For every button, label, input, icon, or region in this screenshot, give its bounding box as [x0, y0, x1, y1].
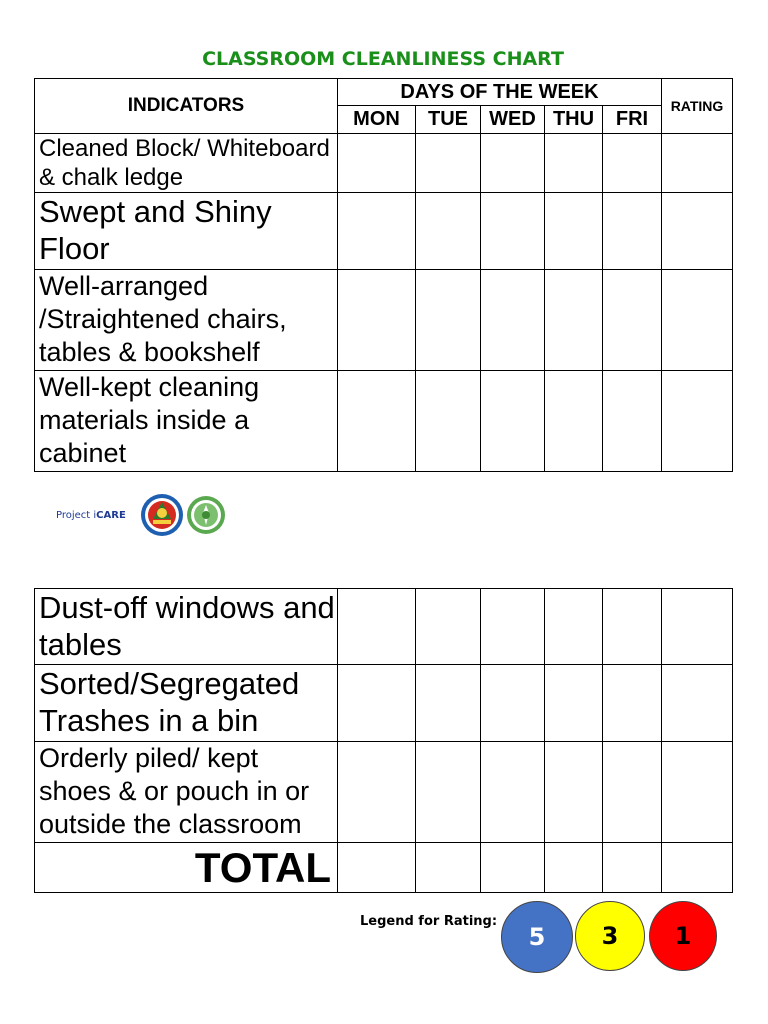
mark-cell-mon[interactable] [338, 665, 416, 742]
header-day-thu: THU [545, 106, 603, 134]
legend-rating-3: 3 [575, 901, 645, 971]
mark-cell-wed[interactable] [481, 270, 545, 371]
division-seal-icon [186, 495, 226, 535]
total-cell-tue[interactable] [416, 843, 481, 893]
mark-cell-tue[interactable] [416, 371, 481, 472]
table-row [35, 742, 733, 843]
legend-rating-1: 1 [649, 901, 717, 971]
mark-cell-fri[interactable] [603, 193, 662, 270]
mark-cell-thu[interactable] [545, 371, 603, 472]
total-cell-thu[interactable] [545, 843, 603, 893]
mark-cell-wed[interactable] [481, 589, 545, 665]
mark-cell-tue[interactable] [416, 665, 481, 742]
table-row [35, 589, 733, 665]
mark-cell-thu[interactable] [545, 134, 603, 193]
mark-cell-thu[interactable] [545, 589, 603, 665]
mark-cell-tue[interactable] [416, 589, 481, 665]
table-row [35, 193, 733, 270]
rating-cell[interactable] [662, 589, 733, 665]
header-rating: RATING [662, 79, 733, 134]
table-row [35, 371, 733, 472]
mark-cell-wed[interactable] [481, 665, 545, 742]
total-label: TOTAL [35, 843, 338, 893]
table-row [35, 134, 733, 193]
mark-cell-thu[interactable] [545, 270, 603, 371]
mark-cell-tue[interactable] [416, 742, 481, 843]
school-seal-icon [140, 493, 184, 537]
header-day-fri: FRI [603, 106, 662, 134]
mark-cell-tue[interactable] [416, 193, 481, 270]
mark-cell-fri[interactable] [603, 134, 662, 193]
mark-cell-fri[interactable] [603, 371, 662, 472]
cleanliness-table-top [34, 78, 733, 472]
mark-cell-tue[interactable] [416, 270, 481, 371]
mark-cell-fri[interactable] [603, 589, 662, 665]
rating-cell[interactable] [662, 193, 733, 270]
mark-cell-wed[interactable] [481, 371, 545, 472]
rating-cell[interactable] [662, 134, 733, 193]
mark-cell-thu[interactable] [545, 742, 603, 843]
mark-cell-thu[interactable] [545, 193, 603, 270]
legend-label: Legend for Rating: [360, 914, 498, 929]
total-cell-wed[interactable] [481, 843, 545, 893]
rating-cell[interactable] [662, 270, 733, 371]
header-days-of-week: DAYS OF THE WEEK [338, 79, 662, 106]
mark-cell-mon[interactable] [338, 589, 416, 665]
mark-cell-mon[interactable] [338, 134, 416, 193]
total-cell-fri[interactable] [603, 843, 662, 893]
mark-cell-wed[interactable] [481, 134, 545, 193]
indicator-label: Well-kept cleaning materials inside a cabinet [35, 371, 338, 472]
indicator-label: Dust-off windows and tables [35, 589, 338, 665]
logo-strip [56, 492, 226, 538]
indicator-label: Swept and Shiny Floor [35, 193, 338, 270]
mark-cell-tue[interactable] [416, 134, 481, 193]
mark-cell-wed[interactable] [481, 742, 545, 843]
legend-rating-5: 5 [501, 901, 573, 973]
total-cell-rating[interactable] [662, 843, 733, 893]
indicator-label: Well-arranged /Straightened chairs, tables & bookshelf [35, 270, 338, 371]
mark-cell-fri[interactable] [603, 270, 662, 371]
header-day-wed: WED [481, 106, 545, 134]
mark-cell-fri[interactable] [603, 665, 662, 742]
chart-title: CLASSROOM CLEANLINESS CHART [202, 48, 564, 70]
project-icare-logo: Project iCARE [56, 509, 126, 521]
indicator-label: Orderly piled/ kept shoes & or pouch in or outside the classroom [35, 742, 338, 843]
mark-cell-fri[interactable] [603, 742, 662, 843]
total-row [35, 843, 733, 893]
rating-cell[interactable] [662, 371, 733, 472]
table-row [35, 665, 733, 742]
mark-cell-wed[interactable] [481, 193, 545, 270]
mark-cell-mon[interactable] [338, 270, 416, 371]
rating-cell[interactable] [662, 665, 733, 742]
indicator-label: Cleaned Block/ Whiteboard & chalk ledge [35, 134, 338, 193]
mark-cell-mon[interactable] [338, 193, 416, 270]
mark-cell-mon[interactable] [338, 742, 416, 843]
header-indicators: INDICATORS [35, 79, 338, 134]
total-cell-mon[interactable] [338, 843, 416, 893]
cleanliness-table-bottom [34, 588, 733, 893]
header-day-tue: TUE [416, 106, 481, 134]
mark-cell-mon[interactable] [338, 371, 416, 472]
table-row [35, 270, 733, 371]
mark-cell-thu[interactable] [545, 665, 603, 742]
indicator-label: Sorted/Segregated Trashes in a bin [35, 665, 338, 742]
rating-cell[interactable] [662, 742, 733, 843]
header-day-mon: MON [338, 106, 416, 134]
